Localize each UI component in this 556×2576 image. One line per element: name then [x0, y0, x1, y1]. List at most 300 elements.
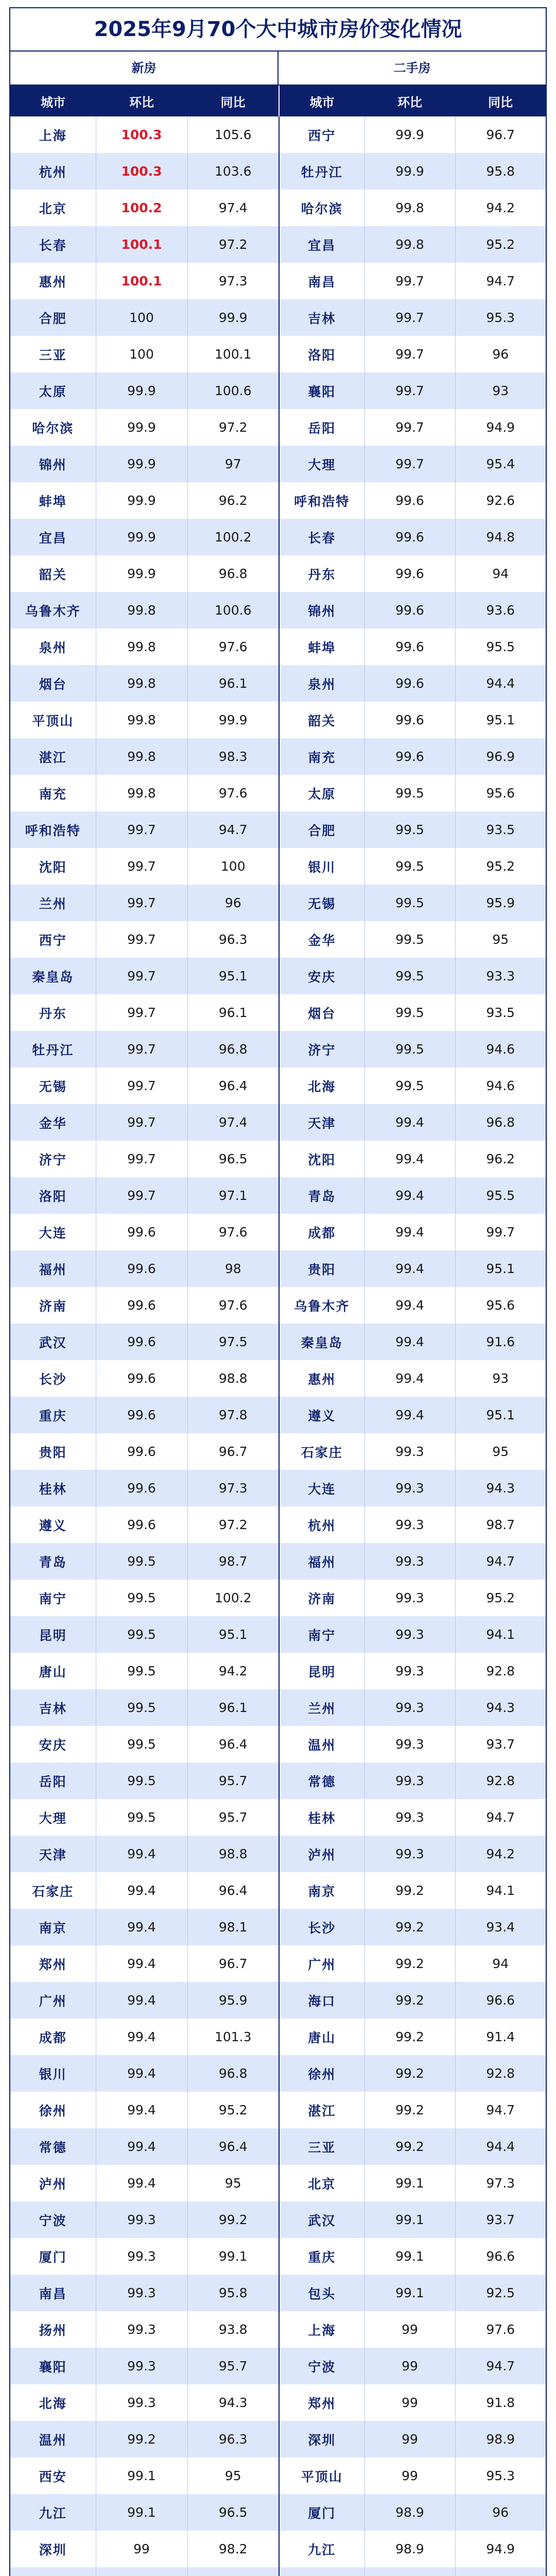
cell-new-mom: 99.5 — [96, 1653, 187, 1689]
cell-new-yoy: 98.1 — [187, 1909, 279, 1945]
cell-second-yoy: 92.6 — [455, 482, 546, 519]
table-row — [10, 1397, 546, 1433]
cell-new-city: 北京 — [10, 190, 96, 226]
cell-second-yoy: 94.9 — [455, 2531, 546, 2567]
cell-second-mom: 99.2 — [364, 2019, 455, 2055]
cell-second-city: 合肥 — [279, 811, 364, 848]
cell-second-city: 襄阳 — [279, 372, 364, 409]
cell-new-mom: 99.7 — [96, 994, 187, 1031]
cell-second-city: 青岛 — [279, 1177, 364, 1214]
cell-new-city: 常德 — [10, 2128, 96, 2165]
cell-second-mom: 99.3 — [364, 1543, 455, 1580]
cell-new-mom: 99.3 — [96, 2311, 187, 2348]
cell-second-mom: 99.9 — [364, 153, 455, 190]
cell-new-yoy: 96.4 — [187, 1872, 279, 1909]
page-title: 2025年9月70个大中城市房价变化情况 — [10, 8, 546, 52]
cell-second-yoy: 95.2 — [455, 1580, 546, 1616]
cell-new-yoy: 99.9 — [187, 702, 279, 738]
cell-second-mom: 99.8 — [364, 190, 455, 226]
cell-new-mom: 99.4 — [96, 2092, 187, 2128]
cell-new-mom: 99.7 — [96, 958, 187, 994]
table-row — [10, 665, 546, 702]
table-row — [10, 1470, 546, 1506]
cell-second-mom: 99.4 — [364, 1104, 455, 1141]
cell-new-city: 泸州 — [10, 2165, 96, 2201]
cell-second-city: 上海 — [279, 2311, 364, 2348]
cell-new-city: 西宁 — [10, 921, 96, 958]
table-row — [10, 994, 546, 1031]
cell-second-mom: 99.6 — [364, 738, 455, 775]
cell-second-mom: 99.4 — [364, 1177, 455, 1214]
cell-new-yoy: 96.8 — [187, 1031, 279, 1067]
cell-new-mom: 99.8 — [96, 629, 187, 665]
cell-second-city: 天津 — [279, 1104, 364, 1141]
cell-second-city: 惠州 — [279, 1360, 364, 1397]
cell-second-yoy: 91.4 — [455, 2019, 546, 2055]
cell-second-city: 济南 — [279, 1580, 364, 1616]
cell-new-yoy: 99.9 — [187, 299, 279, 336]
cell-new-city: 岳阳 — [10, 1762, 96, 1799]
cell-second-mom: 99.5 — [364, 811, 455, 848]
cell-new-city: 襄阳 — [10, 2348, 96, 2384]
table-row — [10, 1653, 546, 1689]
cell-second-mom: 99.3 — [364, 1799, 455, 1836]
header-second-mom: 环比 — [364, 86, 455, 116]
cell-second-city: 银川 — [279, 848, 364, 885]
cell-second-yoy: 95.6 — [455, 775, 546, 811]
cell-second-city: 重庆 — [279, 2238, 364, 2275]
cell-new-city — [10, 2567, 96, 2576]
header-new-yoy: 同比 — [187, 86, 279, 116]
cell-second-yoy: 94.7 — [455, 2092, 546, 2128]
table-row — [10, 2165, 546, 2201]
cell-second-city: 金华 — [279, 921, 364, 958]
cell-new-yoy: 96.1 — [187, 1689, 279, 1726]
cell-second-mom: 99.4 — [364, 1214, 455, 1250]
table-row — [10, 2201, 546, 2238]
table-row — [10, 811, 546, 848]
cell-new-mom: 99.9 — [96, 519, 187, 555]
table-body — [10, 116, 546, 2576]
cell-new-city: 桂林 — [10, 1470, 96, 1506]
cell-second-city: 深圳 — [279, 2421, 364, 2458]
cell-second-yoy: 96 — [455, 336, 546, 372]
cell-new-mom: 99.6 — [96, 1287, 187, 1324]
cell-second-yoy: 98.9 — [455, 2421, 546, 2458]
cell-new-city: 宁波 — [10, 2201, 96, 2238]
cell-second-city: 石家庄 — [279, 1433, 364, 1470]
cell-second-mom: 99 — [364, 2348, 455, 2384]
cell-second-yoy: 97.3 — [455, 2165, 546, 2201]
cell-new-yoy: 97.2 — [187, 1506, 279, 1543]
cell-new-mom: 99.4 — [96, 1872, 187, 1909]
table-row — [10, 2531, 546, 2567]
cell-new-yoy: 94.2 — [187, 1653, 279, 1689]
cell-new-yoy: 100.6 — [187, 372, 279, 409]
header-second-yoy: 同比 — [455, 86, 546, 116]
cell-second-mom: 99.1 — [364, 2201, 455, 2238]
cell-new-city: 洛阳 — [10, 1177, 96, 1214]
cell-second-city: 洛阳 — [279, 336, 364, 372]
cell-second-yoy: 93.7 — [455, 1726, 546, 1762]
cell-second-yoy: 96.6 — [455, 2238, 546, 2275]
cell-second-mom: 99.5 — [364, 848, 455, 885]
cell-new-city: 成都 — [10, 2019, 96, 2055]
table-row — [10, 1872, 546, 1909]
cell-new-yoy: 94.3 — [187, 2384, 279, 2421]
cell-new-mom: 99.7 — [96, 1104, 187, 1141]
cell-new-city: 深圳 — [10, 2531, 96, 2567]
cell-new-city: 西安 — [10, 2458, 96, 2494]
cell-second-yoy: 93 — [455, 372, 546, 409]
price-table — [10, 86, 546, 2576]
cell-new-city: 三亚 — [10, 336, 96, 372]
cell-new-yoy: 97.2 — [187, 226, 279, 263]
cell-second-yoy: 95.5 — [455, 1177, 546, 1214]
cell-second-city: 广州 — [279, 1945, 364, 1982]
cell-second-mom: 99.5 — [364, 1067, 455, 1104]
cell-second-yoy: 96.9 — [455, 738, 546, 775]
cell-second-yoy: 92.8 — [455, 2055, 546, 2092]
cell-new-city: 郑州 — [10, 1945, 96, 1982]
cell-second-mom: 99 — [364, 2384, 455, 2421]
cell-new-city: 扬州 — [10, 2311, 96, 2348]
cell-second-mom: 99.5 — [364, 958, 455, 994]
cell-new-yoy: 98.8 — [187, 1360, 279, 1397]
cell-new-city: 南昌 — [10, 2275, 96, 2311]
cell-second-mom: 99.6 — [364, 629, 455, 665]
cell-second-city: 武汉 — [279, 2201, 364, 2238]
cell-new-yoy: 96.1 — [187, 994, 279, 1031]
cell-new-yoy: 99.2 — [187, 2201, 279, 2238]
cell-second-city: 九江 — [279, 2531, 364, 2567]
cell-new-yoy: 96.3 — [187, 921, 279, 958]
cell-second-city: 锦州 — [279, 592, 364, 629]
table-row — [10, 482, 546, 519]
cell-new-yoy: 94.7 — [187, 811, 279, 848]
cell-second-mom: 99.3 — [364, 1616, 455, 1653]
table-row — [10, 263, 546, 299]
cell-new-city: 锦州 — [10, 446, 96, 482]
table-row — [10, 153, 546, 190]
cell-new-mom: 99.8 — [96, 665, 187, 702]
table-row — [10, 299, 546, 336]
table-row — [10, 1067, 546, 1104]
table-row — [10, 372, 546, 409]
cell-second-city: 无锡 — [279, 885, 364, 921]
cell-new-city: 宜昌 — [10, 519, 96, 555]
cell-second-city: 三亚 — [279, 2128, 364, 2165]
cell-second-city: 南昌 — [279, 263, 364, 299]
cell-second-city: 韶关 — [279, 702, 364, 738]
cell-second-yoy: 93.7 — [455, 2201, 546, 2238]
cell-new-city: 兰州 — [10, 885, 96, 921]
cell-new-mom: 99.8 — [96, 775, 187, 811]
cell-new-mom: 99.7 — [96, 1141, 187, 1177]
cell-second-yoy: 95.2 — [455, 848, 546, 885]
cell-second-mom: 99.4 — [364, 1324, 455, 1360]
cell-new-yoy: 95.7 — [187, 1762, 279, 1799]
cell-new-city: 韶关 — [10, 555, 96, 592]
cell-second-city: 成都 — [279, 1214, 364, 1250]
cell-new-mom: 99.6 — [96, 1324, 187, 1360]
cell-new-mom: 99.8 — [96, 702, 187, 738]
table-row — [10, 1250, 546, 1287]
cell-new-city: 大理 — [10, 1799, 96, 1836]
cell-new-yoy: 97.3 — [187, 1470, 279, 1506]
cell-second-city: 大连 — [279, 1470, 364, 1506]
cell-new-mom: 99.5 — [96, 1726, 187, 1762]
table-row — [10, 629, 546, 665]
cell-second-city: 兰州 — [279, 1689, 364, 1726]
cell-new-yoy: 100.2 — [187, 519, 279, 555]
cell-second-city: 杭州 — [279, 1506, 364, 1543]
cell-second-mom: 99.1 — [364, 2165, 455, 2201]
cell-new-city: 温州 — [10, 2421, 96, 2458]
cell-second-yoy: 96.6 — [455, 1982, 546, 2019]
header-new-mom: 环比 — [96, 86, 187, 116]
cell-second-mom: 99.6 — [364, 702, 455, 738]
cell-second-mom: 99.7 — [364, 446, 455, 482]
cell-second-mom: 98.9 — [364, 2531, 455, 2567]
table-row — [10, 2275, 546, 2311]
table-row — [10, 2384, 546, 2421]
table-row — [10, 2458, 546, 2494]
cell-new-yoy: 95.9 — [187, 1982, 279, 2019]
cell-new-city: 平顶山 — [10, 702, 96, 738]
cell-second-yoy: 95.6 — [455, 1287, 546, 1324]
table-row — [10, 1104, 546, 1141]
cell-new-yoy: 97 — [187, 446, 279, 482]
cell-second-city: 哈尔滨 — [279, 190, 364, 226]
cell-second-yoy: 94.7 — [455, 1543, 546, 1580]
cell-second-city: 泉州 — [279, 665, 364, 702]
cell-new-city: 蚌埠 — [10, 482, 96, 519]
cell-second-yoy: 91.6 — [455, 1324, 546, 1360]
cell-second-yoy: 96.7 — [455, 116, 546, 153]
cell-new-city: 烟台 — [10, 665, 96, 702]
cell-new-yoy: 97.1 — [187, 1177, 279, 1214]
table-row — [10, 1799, 546, 1836]
cell-new-yoy: 100.1 — [187, 336, 279, 372]
cell-second-city: 安庆 — [279, 958, 364, 994]
cell-new-yoy: 97.4 — [187, 1104, 279, 1141]
cell-second-city: 湛江 — [279, 2092, 364, 2128]
cell-new-mom: 99.4 — [96, 1945, 187, 1982]
cell-new-city: 青岛 — [10, 1543, 96, 1580]
cell-second-city: 丹东 — [279, 555, 364, 592]
cell-new-yoy: 97.6 — [187, 1287, 279, 1324]
cell-new-yoy: 97.6 — [187, 1214, 279, 1250]
cell-second-yoy: 94.2 — [455, 190, 546, 226]
cell-second-mom: 99.5 — [364, 885, 455, 921]
table-row — [10, 1726, 546, 1762]
cell-second-mom: 99.3 — [364, 1470, 455, 1506]
cell-second-yoy: 95 — [455, 921, 546, 958]
cell-new-mom: 99.5 — [96, 1689, 187, 1726]
price-table-sheet — [9, 7, 547, 2576]
cell-second-city: 温州 — [279, 1726, 364, 1762]
cell-second-city: 唐山 — [279, 2019, 364, 2055]
cell-new-city: 南充 — [10, 775, 96, 811]
cell-new-yoy: 99.1 — [187, 2238, 279, 2275]
cell-second-yoy: 94.4 — [455, 665, 546, 702]
cell-new-city: 石家庄 — [10, 1872, 96, 1909]
cell-new-city: 安庆 — [10, 1726, 96, 1762]
cell-new-yoy: 95.1 — [187, 1616, 279, 1653]
cell-second-mom: 99.4 — [364, 1360, 455, 1397]
cell-second-yoy: 93.3 — [455, 958, 546, 994]
cell-new-mom: 99.4 — [96, 1982, 187, 2019]
cell-new-mom: 99.8 — [96, 738, 187, 775]
cell-second-yoy: 99.7 — [455, 1214, 546, 1250]
cell-new-city: 金华 — [10, 1104, 96, 1141]
cell-new-yoy: 95.7 — [187, 1799, 279, 1836]
cell-new-yoy: 93.8 — [187, 2311, 279, 2348]
cell-new-yoy: 96.1 — [187, 665, 279, 702]
cell-new-city: 牡丹江 — [10, 1031, 96, 1067]
cell-second-yoy: 95.1 — [455, 1250, 546, 1287]
cell-second-mom: 98.9 — [364, 2494, 455, 2531]
cell-second-yoy: 95.1 — [455, 702, 546, 738]
cell-new-mom: 100 — [96, 299, 187, 336]
cell-second-city: 贵阳 — [279, 1250, 364, 1287]
cell-new-mom: 99.7 — [96, 885, 187, 921]
cell-new-mom: 99.9 — [96, 446, 187, 482]
cell-new-mom: 99.6 — [96, 1397, 187, 1433]
cell-new-mom: 99.4 — [96, 2055, 187, 2092]
cell-second-yoy: 96 — [455, 2494, 546, 2531]
table-row — [10, 1141, 546, 1177]
group-header-row — [10, 52, 546, 86]
cell-new-mom: 99.9 — [96, 409, 187, 446]
cell-second-mom: 99 — [364, 2311, 455, 2348]
cell-second-yoy: 91.8 — [455, 2384, 546, 2421]
cell-second-mom: 99.4 — [364, 1250, 455, 1287]
cell-new-yoy: 100 — [187, 848, 279, 885]
table-row — [10, 1762, 546, 1799]
cell-new-mom: 99.6 — [96, 1506, 187, 1543]
table-row — [10, 1580, 546, 1616]
cell-second-yoy: 94.4 — [455, 2128, 546, 2165]
table-row — [10, 1945, 546, 1982]
cell-second-city: 秦皇岛 — [279, 1324, 364, 1360]
table-row — [10, 409, 546, 446]
cell-second-yoy: 92.5 — [455, 2275, 546, 2311]
cell-new-yoy: 98.7 — [187, 1543, 279, 1580]
cell-new-yoy: 98.8 — [187, 1836, 279, 1872]
cell-new-yoy: 97.8 — [187, 1397, 279, 1433]
cell-new-city: 重庆 — [10, 1397, 96, 1433]
cell-second-city: 太原 — [279, 775, 364, 811]
cell-second-mom: 99.2 — [364, 1872, 455, 1909]
cell-new-yoy: 97.3 — [187, 263, 279, 299]
cell-second-city: 长春 — [279, 519, 364, 555]
table-row — [10, 738, 546, 775]
cell-second-mom: 99 — [364, 2421, 455, 2458]
cell-new-city: 泉州 — [10, 629, 96, 665]
cell-second-yoy: 95.2 — [455, 226, 546, 263]
cell-new-city: 南京 — [10, 1909, 96, 1945]
table-row — [10, 446, 546, 482]
cell-new-city: 吉林 — [10, 1689, 96, 1726]
cell-new-yoy: 97.2 — [187, 409, 279, 446]
cell-new-yoy: 95.2 — [187, 2092, 279, 2128]
cell-new-city: 湛江 — [10, 738, 96, 775]
table-row — [10, 885, 546, 921]
cell-second-yoy: 98.7 — [455, 1506, 546, 1543]
cell-new-city: 银川 — [10, 2055, 96, 2092]
cell-second-city: 徐州 — [279, 2055, 364, 2092]
cell-second-yoy: 94.7 — [455, 1799, 546, 1836]
cell-new-mom: 99.6 — [96, 1470, 187, 1506]
cell-new-yoy: 96.7 — [187, 1433, 279, 1470]
cell-second-yoy: 93.6 — [455, 592, 546, 629]
cell-second-mom: 99.5 — [364, 775, 455, 811]
cell-second-city: 北京 — [279, 2165, 364, 2201]
table-row — [10, 1177, 546, 1214]
cell-second-city: 烟台 — [279, 994, 364, 1031]
cell-new-mom: 99.4 — [96, 1836, 187, 1872]
table-row — [10, 2311, 546, 2348]
cell-new-mom: 100.1 — [96, 263, 187, 299]
cell-new-yoy: 103.6 — [187, 153, 279, 190]
table-row — [10, 2494, 546, 2531]
cell-second-mom: 99.7 — [364, 299, 455, 336]
cell-second-city: 昆明 — [279, 1653, 364, 1689]
cell-second-mom: 99.6 — [364, 519, 455, 555]
cell-new-mom: 99.7 — [96, 811, 187, 848]
cell-new-city: 济南 — [10, 1287, 96, 1324]
cell-new-yoy: 96.5 — [187, 2494, 279, 2531]
table-row — [10, 775, 546, 811]
cell-second-mom: 99.2 — [364, 2092, 455, 2128]
cell-second-city: 遵义 — [279, 1397, 364, 1433]
cell-new-yoy: 100.6 — [187, 592, 279, 629]
cell-second-yoy: 93 — [455, 1360, 546, 1397]
cell-new-yoy: 96.3 — [187, 2421, 279, 2458]
cell-new-yoy: 96.4 — [187, 1067, 279, 1104]
cell-new-city: 丹东 — [10, 994, 96, 1031]
cell-second-city: 沈阳 — [279, 1141, 364, 1177]
cell-new-mom: 99.5 — [96, 1580, 187, 1616]
cell-new-yoy: 105.6 — [187, 116, 279, 153]
cell-new-mom: 99.4 — [96, 2128, 187, 2165]
table-row — [10, 1909, 546, 1945]
table-row — [10, 2567, 546, 2576]
table-row — [10, 336, 546, 372]
cell-second-city: 西宁 — [279, 116, 364, 153]
table-row — [10, 2348, 546, 2384]
cell-new-yoy: 97.6 — [187, 629, 279, 665]
cell-new-yoy: 98 — [187, 1250, 279, 1287]
cell-new-city: 南宁 — [10, 1580, 96, 1616]
cell-new-mom: 99.5 — [96, 1799, 187, 1836]
cell-second-yoy: 94.6 — [455, 1067, 546, 1104]
cell-second-city: 福州 — [279, 1543, 364, 1580]
cell-new-city: 合肥 — [10, 299, 96, 336]
cell-second-mom: 99.1 — [364, 2275, 455, 2311]
cell-new-city: 长沙 — [10, 1360, 96, 1397]
table-row — [10, 2092, 546, 2128]
cell-second-mom: 99.2 — [364, 1909, 455, 1945]
cell-second-mom — [364, 2567, 455, 2576]
cell-new-city: 天津 — [10, 1836, 96, 1872]
cell-new-mom: 99.7 — [96, 1031, 187, 1067]
cell-second-mom: 99.2 — [364, 2128, 455, 2165]
cell-second-mom: 99.9 — [364, 116, 455, 153]
cell-second-city: 海口 — [279, 1982, 364, 2019]
